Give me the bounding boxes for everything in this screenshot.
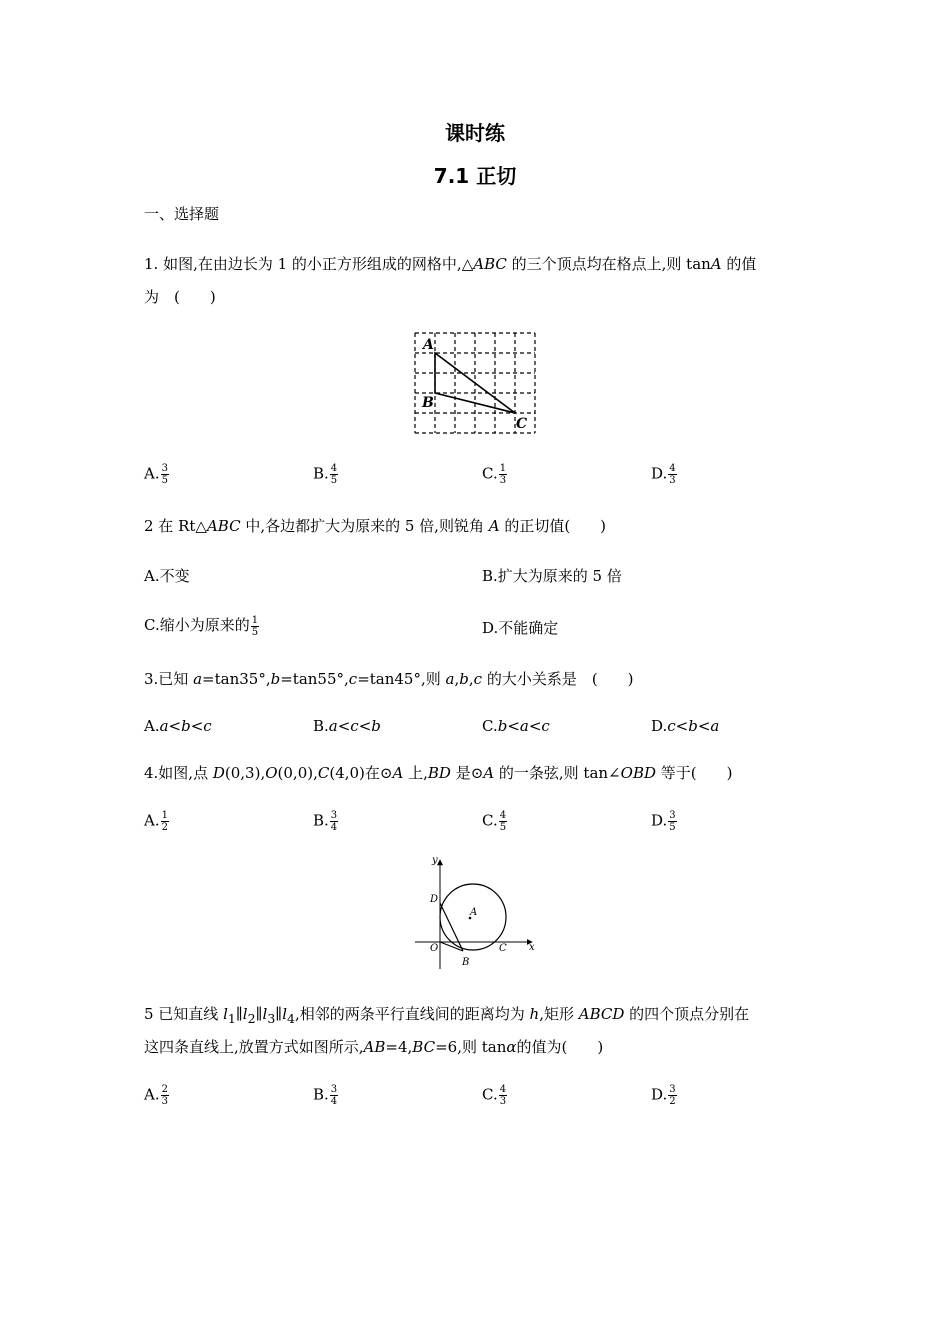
q4-text: (4,0)在⊙ <box>329 764 393 782</box>
q3-stem <box>144 668 634 689</box>
q4-option-c[interactable] <box>482 810 507 833</box>
q4-text: 上, <box>403 764 428 782</box>
option-fraction <box>330 1084 338 1107</box>
q5-text: =4, <box>385 1038 413 1056</box>
label-a: A <box>423 337 434 353</box>
option-letter: C. <box>482 811 498 830</box>
q5-subscript: 1 <box>227 1011 236 1026</box>
option-expression: a<c<b <box>328 717 381 735</box>
option-fraction <box>499 1084 507 1107</box>
q5-option-a[interactable] <box>144 1084 169 1107</box>
q1-option-d[interactable] <box>651 463 677 486</box>
q2-option-a[interactable]: A.不变 <box>144 567 190 585</box>
q5-text: ∥ <box>275 1005 283 1023</box>
q5-text: ABCD <box>578 1005 625 1023</box>
fraction-numerator: 1 <box>251 614 259 626</box>
option-letter: D. <box>651 717 668 735</box>
q3-text: a <box>193 670 203 688</box>
q3-text: =tan35°, <box>202 670 271 688</box>
option-letter: D. <box>651 1085 668 1104</box>
q1-text: A <box>710 255 722 273</box>
q5-text: 这四条直线上,放置方式如图所示, <box>144 1038 364 1056</box>
q3-text: 的大小关系是 ( ) <box>482 670 634 688</box>
q2-option-c[interactable] <box>144 614 259 638</box>
label-d: D <box>430 894 439 905</box>
q1-option-a[interactable] <box>144 463 169 486</box>
option-fraction <box>161 810 169 833</box>
fraction-denominator: 5 <box>251 626 259 638</box>
q5-text: 的值为( ) <box>516 1038 604 1056</box>
q2-text: 2 在 Rt△ <box>144 517 207 535</box>
q4-option-a[interactable] <box>144 810 169 833</box>
q4-circle-figure <box>412 854 542 974</box>
q5-text: ∥ <box>255 1005 263 1023</box>
q5-text: 的四个顶点分别在 <box>624 1005 750 1023</box>
q5-subscript: 2 <box>247 1011 256 1026</box>
q5-text: l <box>223 1005 228 1023</box>
q2-text: ABC <box>206 517 241 535</box>
fraction-numerator: 4 <box>499 1084 507 1095</box>
fraction-numerator: 4 <box>499 810 507 821</box>
option-letter: D. <box>651 464 668 483</box>
fraction-denominator: 5 <box>499 822 507 833</box>
q5-text: =6,则 tan <box>435 1038 507 1056</box>
q5-option-c[interactable] <box>482 1084 507 1107</box>
q4-option-b[interactable] <box>313 810 338 833</box>
q2-text: 的正切值( ) <box>499 517 607 535</box>
q4-text: O <box>265 764 278 782</box>
option-fraction <box>668 810 676 833</box>
q4-text: C <box>317 764 330 782</box>
q3-option-c[interactable] <box>482 717 550 735</box>
q5-text: ,矩形 <box>539 1005 579 1023</box>
q3-text: c <box>473 670 483 688</box>
option-fraction <box>161 1084 169 1107</box>
q1-option-c[interactable] <box>482 463 507 486</box>
fraction-numerator: 3 <box>669 810 676 821</box>
option-expression: a<b<c <box>159 717 212 735</box>
label-y: y <box>432 855 438 866</box>
option-letter: A. <box>144 811 160 830</box>
option-letter: B. <box>313 717 329 735</box>
option-letter: C. <box>482 1085 498 1104</box>
fraction-numerator: 4 <box>669 463 676 474</box>
q5-subscript: 3 <box>267 1011 276 1026</box>
fraction-numerator: 4 <box>330 463 338 474</box>
fraction-numerator: 3 <box>669 1084 676 1095</box>
q1-option-b[interactable] <box>313 463 338 486</box>
q4-text: 4.如图,点 <box>144 764 213 782</box>
option-fraction <box>161 463 169 486</box>
q4-text: 等于( ) <box>656 764 733 782</box>
fraction-numerator: 3 <box>330 810 338 821</box>
q4-text: 是⊙ <box>450 764 484 782</box>
q4-text: BD <box>427 764 451 782</box>
q4-text: D <box>212 764 225 782</box>
option-letter: C. <box>482 464 498 483</box>
fraction-numerator: 3 <box>161 463 168 474</box>
q4-text: 的一条弦,则 tan∠ <box>494 764 621 782</box>
q3-text: b <box>270 670 281 688</box>
option-letter: C. <box>482 717 498 735</box>
option-letter: B. <box>313 1085 329 1104</box>
q1-stem-line2: 为 ( ) <box>144 288 216 306</box>
q5-text: α <box>506 1038 517 1056</box>
q5-subscript: 4 <box>287 1011 295 1026</box>
option-letter: B. <box>313 811 329 830</box>
fraction-denominator: 2 <box>161 822 168 833</box>
option-letter: A. <box>144 464 160 483</box>
q4-text: (0,3), <box>224 764 266 782</box>
q2-option-d[interactable]: D.不能确定 <box>482 619 559 637</box>
fraction-denominator: 4 <box>330 1096 338 1107</box>
label-o: O <box>430 943 439 954</box>
option-fraction <box>668 463 676 486</box>
label-a: A <box>470 907 478 918</box>
fraction-denominator: 3 <box>499 475 507 486</box>
option-text: C.缩小为原来的 <box>144 616 250 634</box>
fraction-numerator: 1 <box>499 463 507 474</box>
q3-text: , <box>468 670 474 688</box>
q1-text: 的三个顶点均在格点上,则 tan <box>506 255 711 273</box>
q1-text: ABC <box>473 255 507 273</box>
q3-text: c <box>348 670 358 688</box>
q3-option-a[interactable] <box>144 717 212 735</box>
fraction-denominator: 5 <box>330 475 338 486</box>
fraction-denominator: 3 <box>499 1096 507 1107</box>
q5-text: l <box>282 1005 288 1023</box>
q3-text: 3.已知 <box>144 670 194 688</box>
q2-stem <box>144 515 606 536</box>
q5-text: AB <box>363 1038 386 1056</box>
q4-text: A <box>483 764 495 782</box>
fraction-denominator: 3 <box>161 1096 168 1107</box>
fraction-numerator: 3 <box>330 1084 338 1095</box>
label-b: B <box>422 395 434 411</box>
option-expression: c<b<a <box>667 717 720 735</box>
option-expression: b<a<c <box>497 717 550 735</box>
q5-option-d[interactable] <box>651 1084 677 1107</box>
option-fraction <box>251 615 259 638</box>
section-label: 一、选择题 <box>144 205 220 223</box>
label-c: C <box>499 943 507 954</box>
fraction-denominator: 3 <box>669 475 676 486</box>
q3-text: , <box>454 670 460 688</box>
q1-text: 1. 如图,在由边长为 1 的小正方形组成的网格中,△ <box>144 255 474 273</box>
q5-text: ,相邻的两条平行直线间的距离均为 <box>294 1005 530 1023</box>
q4-text: A <box>392 764 404 782</box>
q2-text: 中,各边都扩大为原来的 5 倍,则锐角 <box>240 517 489 535</box>
option-letter: D. <box>651 811 668 830</box>
label-c: C <box>516 416 528 432</box>
q5-text: l <box>242 1005 248 1023</box>
q5-text: h <box>529 1005 540 1023</box>
q3-option-b[interactable] <box>313 717 381 735</box>
q5-text: 5 已知直线 <box>144 1005 224 1023</box>
fraction-numerator: 2 <box>161 1084 168 1095</box>
option-fraction <box>499 810 507 833</box>
q5-stem-line1 <box>144 1003 749 1026</box>
q3-text: a <box>445 670 455 688</box>
q5-stem-line2 <box>144 1036 603 1057</box>
fraction-denominator: 5 <box>161 475 168 486</box>
label-b: B <box>462 957 470 968</box>
option-fraction <box>330 810 338 833</box>
q3-text: =tan55°, <box>280 670 349 688</box>
option-fraction <box>330 463 338 486</box>
option-letter: A. <box>144 717 160 735</box>
fraction-denominator: 2 <box>669 1096 676 1107</box>
q4-text: OBD <box>620 764 656 782</box>
page-subtitle: 7.1 正切 <box>433 164 517 188</box>
q5-text: l <box>262 1005 268 1023</box>
option-fraction <box>668 1084 676 1107</box>
q1-text: 的值 <box>721 255 757 273</box>
q2-option-b[interactable]: B.扩大为原来的 5 倍 <box>482 567 622 585</box>
fraction-denominator: 4 <box>330 822 338 833</box>
q5-text: ∥ <box>235 1005 243 1023</box>
q4-stem <box>144 762 732 783</box>
fraction-numerator: 1 <box>161 810 168 821</box>
q5-text: BC <box>412 1038 436 1056</box>
q3-option-d[interactable] <box>651 717 719 735</box>
q4-text: (0,0), <box>277 764 318 782</box>
q5-option-b[interactable] <box>313 1084 338 1107</box>
option-letter: A. <box>144 1085 160 1104</box>
fraction-denominator: 5 <box>669 822 676 833</box>
label-x: x <box>529 942 535 953</box>
q3-text: =tan45°,则 <box>357 670 446 688</box>
q1-grid-figure <box>408 326 544 438</box>
q2-text: A <box>488 517 500 535</box>
option-fraction <box>499 463 507 486</box>
page-title: 课时练 <box>445 121 505 145</box>
q1-stem-line1 <box>144 253 756 274</box>
q4-option-d[interactable] <box>651 810 677 833</box>
q3-text: b <box>459 670 469 688</box>
option-letter: B. <box>313 464 329 483</box>
